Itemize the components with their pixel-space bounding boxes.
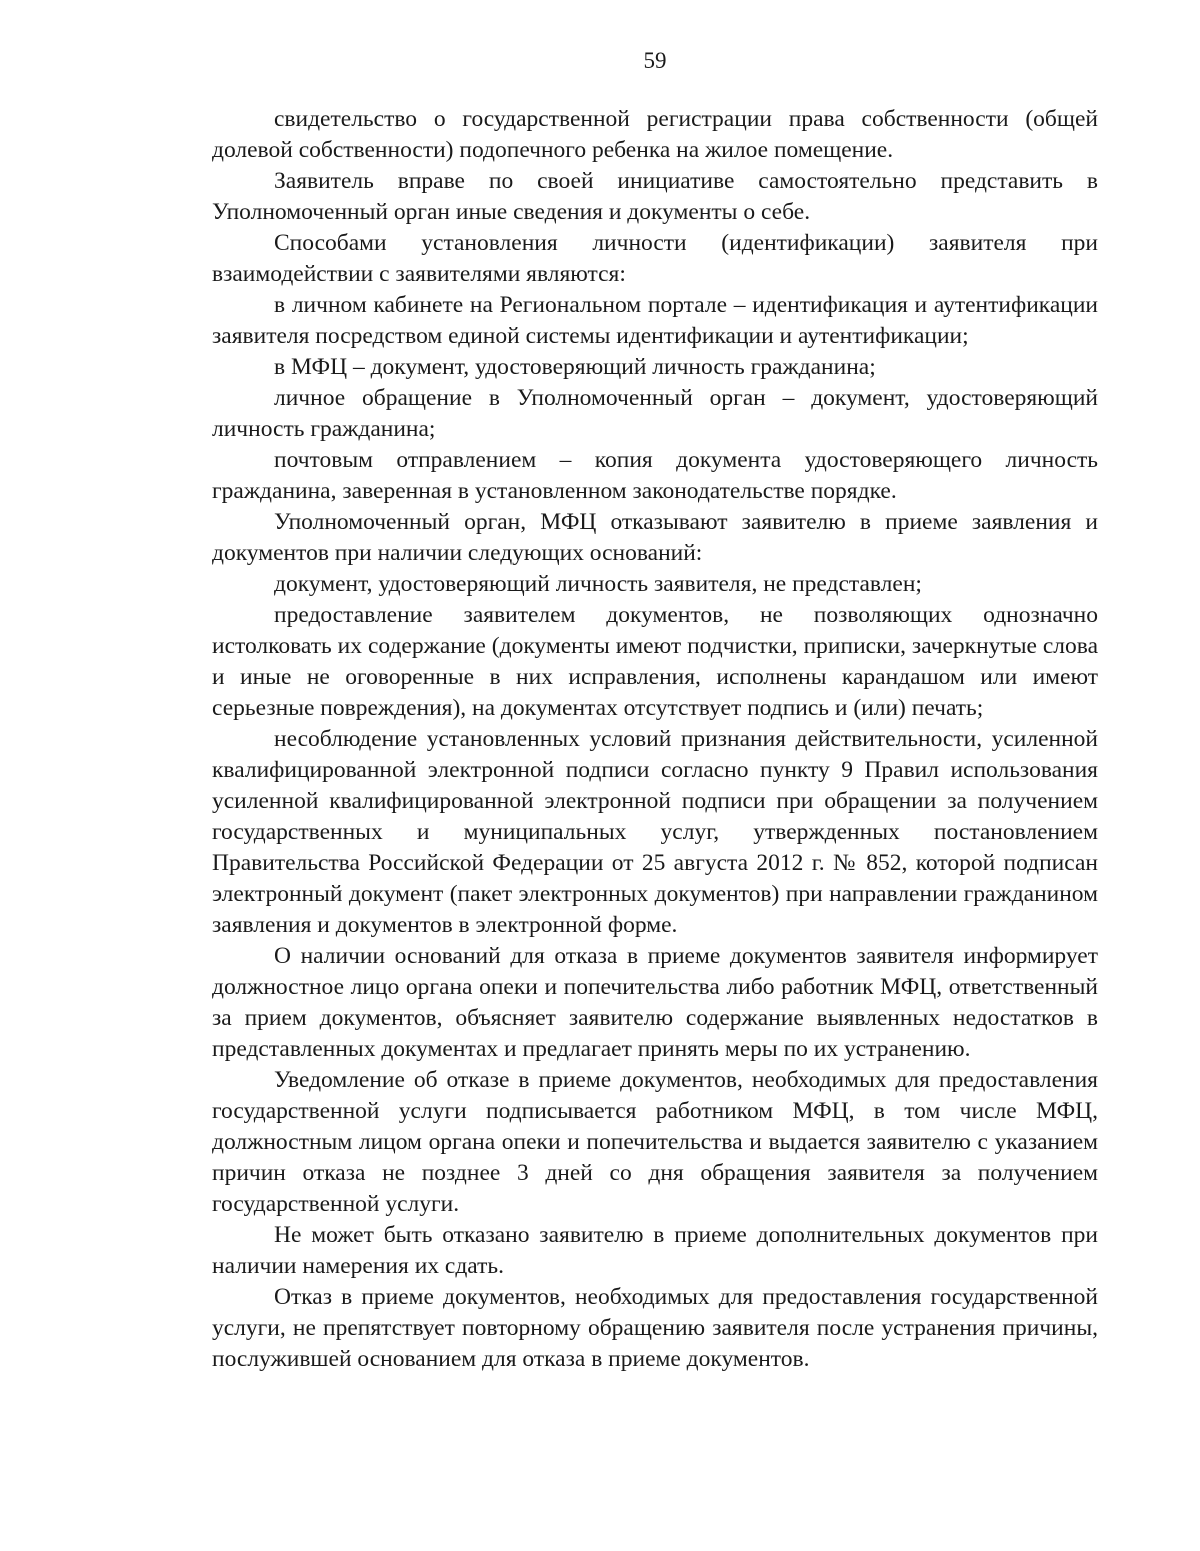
paragraph-mfc: в МФЦ – документ, удостоверяющий личность гражданина;	[274, 354, 876, 380]
paragraph-repeat-application: Отказ в приеме документов, необходимых для предоставления государственной услуги, не препятствует повторному обращению заявителя после устранения причины, послужившей основанием для отказа в приеме документов.	[212, 1284, 1098, 1372]
paragraph-additional-documents: Заявитель вправе по своей инициативе самостоятельно представить в Уполномоченный орган иные сведения и документы о себе.	[212, 168, 1098, 225]
paragraph-regional-portal: в личном кабинете на Региональном портале – идентификация и аутентификации заявителя посредством единой системы идентификации и аутентификации;	[212, 292, 1098, 349]
page-number: 59	[643, 48, 667, 73]
paragraph-ambiguous-documents: предоставление заявителем документов, не позволяющих однозначно истолковать их содержание (документы имеют подчистки, приписки, зачеркнутые слова и иные не оговоренные в них исправления, исполнены карандашом или имеют серьезные повреждения), на документах отсутствует подпись и (или) печать;	[212, 602, 1098, 721]
paragraph-electronic-signature: несоблюдение установленных условий признания действительности, усиленной квалифицированной электронной подписи согласно пункту 9 Правил использования усиленной квалифицированной электронной подписи при обращении за получением государственных и муниципальных услуг, утвержденных постановлением Правительства Российской Федерации от 25 августа 2012 г. № 852, которой подписан электронный документ (пакет электронных документов) при направлении гражданином заявления и документов в электронной форме.	[212, 726, 1098, 938]
paragraph-refusal-notice: Уведомление об отказе в приеме документов, необходимых для предоставления государственной услуги подписывается работником МФЦ, в том числе МФЦ, должностным лицом органа опеки и попечительства и выдается заявителю с указанием причин отказа не позднее 3 дней со дня обращения заявителя за получением государственной услуги.	[212, 1067, 1098, 1217]
paragraph-postal: почтовым отправлением – копия документа удостоверяющего личность гражданина, заверенная в установленном законодательстве порядке.	[212, 447, 1098, 504]
paragraph-identification-methods: Способами установления личности (идентификации) заявителя при взаимодействии с заявителями являются:	[212, 230, 1098, 287]
paragraph-ownership-certificate: свидетельство о государственной регистрации права собственности (общей долевой собственности) подопечного ребенка на жилое помещение.	[212, 106, 1098, 163]
paragraph-no-id-document: документ, удостоверяющий личность заявителя, не представлен;	[274, 571, 922, 597]
document-body	[212, 104, 1098, 1375]
paragraph-informing-applicant: О наличии оснований для отказа в приеме документов заявителя информирует должностное лицо органа опеки и попечительства либо работник МФЦ, ответственный за прием документов, объясняет заявителю содержание выявленных недостатков в представленных документах и предлагает принять меры по их устранению.	[212, 943, 1098, 1062]
paragraph-additional-docs-acceptance: Не может быть отказано заявителю в приеме дополнительных документов при наличии намерения их сдать.	[212, 1222, 1098, 1279]
paragraph-personal-visit: личное обращение в Уполномоченный орган – документ, удостоверяющий личность гражданина;	[212, 385, 1098, 442]
paragraph-refusal-grounds: Уполномоченный орган, МФЦ отказывают заявителю в приеме заявления и документов при наличии следующих оснований:	[212, 509, 1098, 566]
